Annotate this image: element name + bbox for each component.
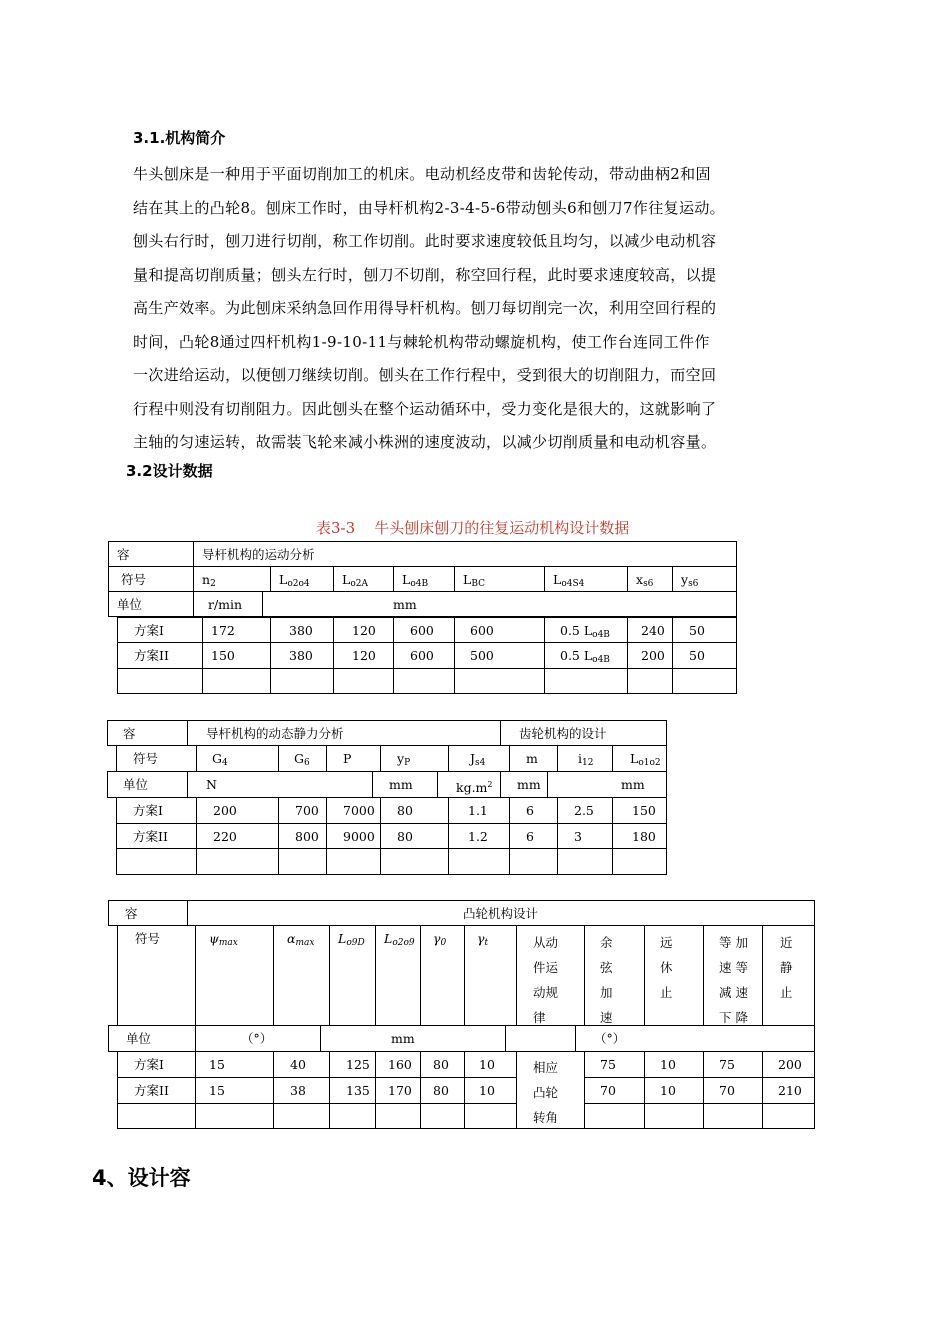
t3-symbol: $\alpha_{max}$ (273, 925, 330, 1026)
t1-symbol: $n_2$ (193, 566, 271, 592)
t2-symbol: $i_{12}$ (557, 745, 613, 772)
t2-unit-N: N (187, 771, 373, 798)
t1-cell: 50 (672, 617, 737, 643)
t2-cell: 7000 (326, 797, 381, 824)
t3-title: 凸轮机构设计 (187, 900, 815, 926)
t1-empty-cell (393, 668, 455, 694)
t3-follower-law: 从动件运动规律 (516, 925, 585, 1026)
t3-empty-cell (420, 1103, 465, 1129)
paragraph-line: 时间，凸轮8通过四杆机构1-9-10-11与棘轮机构带动螺旋机构，使工作台连同工件作 (133, 332, 710, 351)
t1-empty-cell (117, 668, 203, 694)
t1-symbol: $L_{o4B}$ (393, 566, 455, 592)
t3-cosine-rise: 余弦加速 (584, 925, 645, 1026)
t2-content-header: 容 (107, 720, 188, 746)
t1-unit-header: 单位 (108, 591, 194, 617)
t1-cell: 500 (454, 642, 545, 669)
t1-symbol-header: 符号 (108, 566, 194, 592)
t2-empty-cell (278, 848, 327, 875)
t2-empty-cell (196, 848, 279, 875)
t2-empty-cell (326, 848, 381, 875)
paragraph-line: 量和提高切削质量；刨头左行时，刨刀不切削，称空回行程，此时要求速度较高，以提 (133, 265, 717, 284)
t3-cell: 210 (762, 1077, 815, 1104)
t1-cell: 200 (627, 642, 673, 669)
t3-unit-mm: mm (320, 1025, 506, 1052)
t1-symbol: $L_{o4S4}$ (544, 566, 628, 592)
t1-cell: 600 (454, 617, 545, 643)
t3-empty-cell (195, 1103, 274, 1129)
t3-empty-cell (464, 1103, 517, 1129)
section-3-1-title: 3.1.机构简介 (133, 129, 226, 147)
t3-cell: 10 (644, 1051, 704, 1078)
t2-cell: 200 (196, 797, 279, 824)
t2-unit-mm: mm (500, 771, 548, 798)
t3-symbol-header: 符号 (117, 925, 196, 1026)
t1-cell: 600 (393, 642, 455, 669)
t3-const-accel-return: 等加速等减速下降 (703, 925, 763, 1026)
t3-row-label: 方案II (117, 1077, 196, 1104)
t2-cell: 180 (612, 823, 667, 849)
t3-cell: 170 (375, 1077, 421, 1104)
t2-cell: 80 (380, 823, 449, 849)
paragraph-line: 高生产效率。为此刨床采纳急回作用得导杆机构。刨刀每切削完一次，利用空回行程的 (133, 299, 717, 317)
t2-symbol: $y_P$ (380, 745, 449, 772)
t3-cell: 10 (644, 1077, 704, 1104)
t3-cell: 200 (762, 1051, 815, 1078)
t2-unit-kgm2: $kg.m^2$ (437, 771, 501, 798)
t3-cell: 160 (375, 1051, 421, 1078)
t1-unit-rmin: r/min (193, 591, 263, 617)
paragraph-line: 主轴的匀速运转，故需装飞轮来减小株洲的速度波动，以减少切削质量和电动机容量。 (133, 433, 717, 451)
t2-unit-header: 单位 (107, 771, 188, 798)
t2-empty-cell (612, 848, 667, 875)
t2-cell: 1.2 (448, 823, 510, 849)
t2-symbol-header: 符号 (116, 745, 197, 772)
t2-symbol: $L_{o1o2}$ (612, 745, 667, 772)
t1-empty-cell (544, 668, 628, 694)
section-4-title: 4、设计容 (92, 1166, 191, 1190)
t2-title: 导杆机构的动态静力分析 (187, 720, 501, 746)
t2-row-label: 方案II (116, 823, 197, 849)
t3-empty-cell (703, 1103, 763, 1129)
t2-symbol: P (326, 745, 381, 772)
paragraph-line: 牛头刨床是一种用于平面切削加工的机床。电动机经皮带和齿轮传动，带动曲柄2和固 (133, 165, 711, 183)
t2-cell: 220 (196, 823, 279, 849)
t3-cell: 38 (273, 1077, 330, 1104)
t1-title: 导杆机构的运动分析 (193, 541, 737, 567)
t2-cell: 2.5 (557, 797, 613, 824)
t1-empty-cell (202, 668, 271, 694)
t2-cell: 80 (380, 797, 449, 824)
t3-symbol: $\gamma_0$ (420, 925, 465, 1026)
t3-cell: 70 (703, 1077, 763, 1104)
t1-empty-cell (270, 668, 334, 694)
t1-content-header: 容 (108, 541, 194, 567)
t3-empty-cell (329, 1103, 376, 1129)
t1-symbol: $L_{o2A}$ (333, 566, 394, 592)
table-caption: 表3-3 牛头刨床刨刀的往复运动机构设计数据 (316, 519, 630, 537)
t1-cell: 172 (202, 617, 271, 643)
t3-symbol: $L_{o2o9}$ (375, 925, 421, 1026)
t3-cell: 40 (273, 1051, 330, 1078)
t2-empty-cell (557, 848, 613, 875)
t3-cell: 125 (329, 1051, 376, 1078)
t1-empty-cell (454, 668, 545, 694)
t3-cell: 80 (420, 1077, 465, 1104)
t2-empty-cell (380, 848, 449, 875)
t1-cell: 150 (202, 642, 271, 669)
t2-empty-cell (509, 848, 558, 875)
t3-cell: 10 (464, 1077, 517, 1104)
t2-empty-cell (448, 848, 510, 875)
t2-cell: 800 (278, 823, 327, 849)
t3-corresponding-cam-angle: 相应凸轮转角 (516, 1051, 585, 1129)
intro-paragraph (133, 158, 793, 460)
t1-cell: 380 (270, 642, 334, 669)
t1-symbol: $L_{BC}$ (454, 566, 545, 592)
t3-unit-deg: （°） (195, 1025, 321, 1052)
t1-row-label: 方案II (117, 642, 203, 669)
t3-empty-cell (762, 1103, 815, 1129)
t3-cell: 80 (420, 1051, 465, 1078)
t2-unit-mm: mm (547, 771, 667, 798)
t2-gear-title: 齿轮机构的设计 (500, 720, 667, 746)
t1-empty-cell (333, 668, 394, 694)
t3-symbol: $\psi_{max}$ (195, 925, 274, 1026)
t1-empty-cell (672, 668, 737, 694)
t3-cell: 15 (195, 1051, 274, 1078)
t1-empty-cell (627, 668, 673, 694)
t2-symbol: $G_6$ (278, 745, 327, 772)
t3-content-header: 容 (108, 900, 188, 926)
t1-cell: 240 (627, 617, 673, 643)
paragraph-line: 行程中则没有切削阻力。因此刨头在整个运动循环中，受力变化是很大的，这就影响了 (133, 399, 717, 418)
t1-symbol: $y_{s6}$ (672, 566, 737, 592)
t1-unit-mm: mm (262, 591, 737, 617)
t3-unit-header: 单位 (108, 1025, 196, 1052)
t1-cell: 120 (333, 642, 394, 669)
t3-far-dwell: 远休止 (644, 925, 704, 1026)
t1-cell: 50 (672, 642, 737, 669)
t3-empty-cell (584, 1103, 645, 1129)
t3-unit-empty (505, 1025, 576, 1052)
t2-cell: 6 (509, 797, 558, 824)
t3-empty-cell (644, 1103, 704, 1129)
t3-cell: 75 (584, 1051, 645, 1078)
paragraph-line: 一次进给运动，以便刨刀继续切削。刨头在工作行程中，受到很大的切削阻力，而空回 (133, 366, 717, 384)
t1-row-label: 方案I (117, 617, 203, 643)
t3-empty-cell (273, 1103, 330, 1129)
t3-cell: 10 (464, 1051, 517, 1078)
t3-symbol: $L_{o9D}$ (329, 925, 376, 1026)
paragraph-line: 结在其上的凸轮8。刨床工作时，由导杆机构2-3-4-5-6带动刨头6和刨刀7作往复运动。 (133, 198, 726, 217)
t3-unit-deg: （°） (575, 1025, 815, 1052)
t3-symbol: $\gamma_t$ (464, 925, 517, 1026)
t2-cell: 9000 (326, 823, 381, 849)
t3-cell: 70 (584, 1077, 645, 1104)
t1-symbol: $x_{s6}$ (627, 566, 673, 592)
t1-cell: 600 (393, 617, 455, 643)
t2-row-label: 方案I (116, 797, 197, 824)
t2-symbol: m (509, 745, 558, 772)
t1-symbol: $L_{o2o4}$ (270, 566, 334, 592)
paragraph-line: 刨头右行时，刨刀进行切削，称工作切削。此时要求速度较低且均匀，以减少电动机容 (133, 232, 717, 250)
t2-cell: 150 (612, 797, 667, 824)
t1-cell: 0.5 $L_{o4B}$ (544, 642, 628, 669)
t3-cell: 135 (329, 1077, 376, 1104)
t3-empty-cell (375, 1103, 421, 1129)
section-3-2-title: 3.2设计数据 (126, 462, 213, 480)
t1-cell: 120 (333, 617, 394, 643)
t2-cell: 3 (557, 823, 613, 849)
t2-cell: 6 (509, 823, 558, 849)
t3-cell: 75 (703, 1051, 763, 1078)
t2-cell: 700 (278, 797, 327, 824)
t2-symbol: $G_4$ (196, 745, 279, 772)
t3-near-dwell: 近静止 (762, 925, 815, 1026)
t2-empty-cell (116, 848, 197, 875)
t1-cell: 380 (270, 617, 334, 643)
t2-symbol: $J_{s4}$ (448, 745, 510, 772)
t3-row-label: 方案I (117, 1051, 196, 1078)
t3-empty-cell (117, 1103, 196, 1129)
t2-unit-mm: mm (372, 771, 438, 798)
t1-cell: 0.5 $L_{o4B}$ (544, 617, 628, 643)
t3-cell: 15 (195, 1077, 274, 1104)
t2-cell: 1.1 (448, 797, 510, 824)
